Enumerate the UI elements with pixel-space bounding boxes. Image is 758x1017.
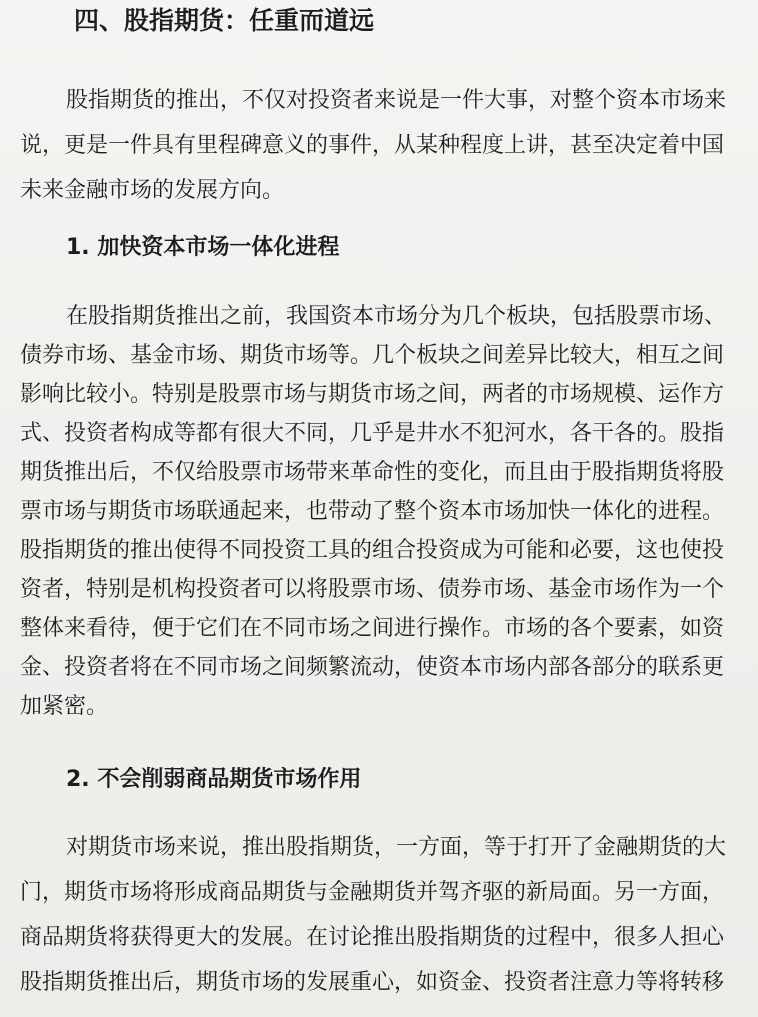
subsection-2-line-1: 对期货市场来说，推出股指期货，一方面，等于打开了金融期货的大 <box>66 835 727 860</box>
subsection-2-title: 2. 不会削弱商品期货市场作用 <box>66 767 362 792</box>
subsection-1-line-1: 在股指期货推出之前，我国资本市场分为几个板块，包括股票市场、 <box>66 304 727 329</box>
subsection-2-line-4: 股指期货推出后，期货市场的发展重心，如资金、投资者注意力等将转移 <box>20 970 725 995</box>
subsection-1-line-5: 期货推出后，不仅给股票市场带来革命性的变化，而且由于股指期货将股 <box>20 460 725 485</box>
subsection-2-line-2: 门，期货市场将形成商品期货与金融期货并驾齐驱的新局面。另一方面， <box>20 880 725 905</box>
subsection-1-line-10: 金、投资者将在不同市场之间频繁流动，使资本市场内部各部分的联系更 <box>20 655 725 680</box>
intro-line-1: 股指期货的推出，不仅对投资者来说是一件大事，对整个资本市场来 <box>66 88 727 113</box>
subsection-1-line-8: 资者，特别是机构投资者可以将股票市场、债券市场、基金市场作为一个 <box>20 577 725 602</box>
subsection-1-title: 1. 加快资本市场一体化进程 <box>66 235 340 260</box>
subsection-1-line-4: 式、投资者构成等都有很大不同，几乎是井水不犯河水，各干各的。股指 <box>20 421 725 446</box>
subsection-1-line-11: 加紧密。 <box>20 694 109 719</box>
intro-line-3: 未来金融市场的发展方向。 <box>20 178 285 203</box>
subsection-1-line-3: 影响比较小。特别是股票市场与期货市场之间，两者的市场规模、运作方 <box>20 382 725 407</box>
subsection-2-line-3: 商品期货将获得更大的发展。在讨论推出股指期货的过程中，很多人担心 <box>20 925 725 950</box>
section-title: 四、股指期货：任重而道远 <box>74 6 375 35</box>
subsection-1-line-7: 股指期货的推出使得不同投资工具的组合投资成为可能和必要，这也使投 <box>20 538 725 563</box>
subsection-1-line-6: 票市场与期货市场联通起来，也带动了整个资本市场加快一体化的进程。 <box>20 499 725 524</box>
subsection-1-line-9: 整体来看待，便于它们在不同市场之间进行操作。市场的各个要素，如资 <box>20 616 725 641</box>
subsection-1-line-2: 债券市场、基金市场、期货市场等。几个板块之间差异比较大，相互之间 <box>20 343 725 368</box>
intro-line-2: 说，更是一件具有里程碑意义的事件，从某种程度上讲，甚至决定着中国 <box>20 133 725 158</box>
